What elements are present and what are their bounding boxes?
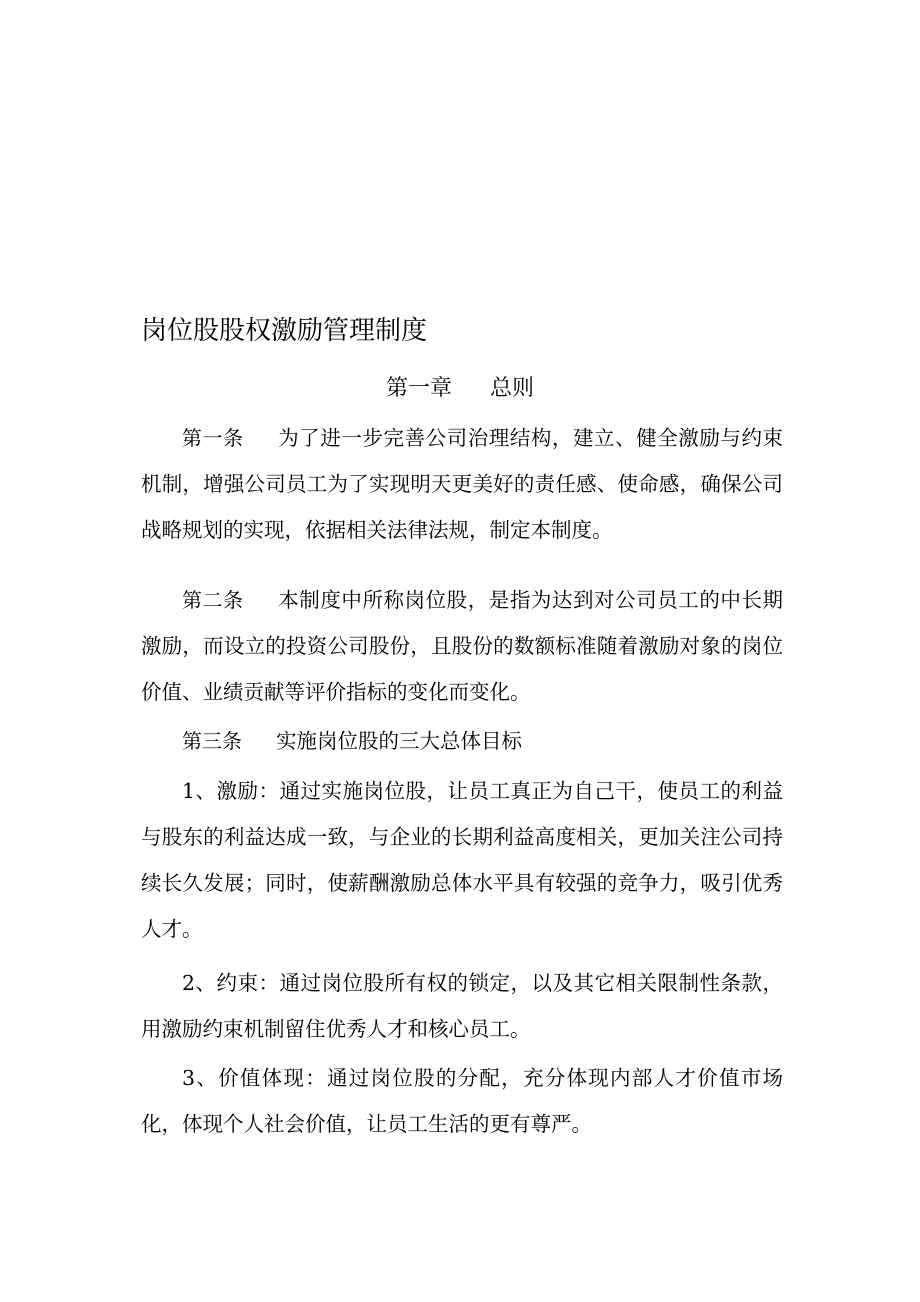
chapter-heading	[0, 370, 920, 408]
document-title: 岗位股股权激励管理制度	[141, 316, 428, 346]
article-label: 第一条	[182, 426, 244, 450]
goal-item: 3、价值体现：通过岗位股的分配，充分体现内部人才价值市场化，体现个人社会价值，让员工生活的更有尊严。	[141, 1066, 783, 1136]
article-text: 实施岗位股的三大总体目标	[276, 729, 522, 753]
goal-item: 2、约束：通过岗位股所有权的锁定，以及其它相关限制性条款，用激励约束机制留住优秀人才和核心员工。	[141, 971, 783, 1041]
goal-item: 1、激励：通过实施岗位股，让员工真正为自己干，使员工的利益与股东的利益达成一致，与企业的长期利益高度相关，更加关注公司持续长久发展；同时，使薪酬激励总体水平具有较强的竞争力，吸引优秀人才。	[141, 779, 783, 941]
article-label: 第三条	[182, 729, 242, 753]
article-text: 本制度中所称岗位股，是指为达到对公司员工的中长期激励，而设立的投资公司股份，且股份的数额标准随着激励对象的岗位价值、业绩贡献等评价指标的变化而变化。	[141, 588, 784, 704]
chapter-number: 第一章	[385, 376, 452, 401]
chapter-title: 总则	[490, 376, 535, 401]
article-2	[141, 577, 783, 715]
article-3	[141, 718, 783, 764]
article-text: 为了进一步完善公司治理结构，建立、健全激励与约束机制，增强公司员工为了实现明天更美好的责任感、使命感，确保公司战略规划的实现，依据相关法律法规，制定本制度。	[141, 426, 784, 542]
article-label: 第二条	[182, 588, 244, 612]
article-1	[141, 415, 783, 553]
